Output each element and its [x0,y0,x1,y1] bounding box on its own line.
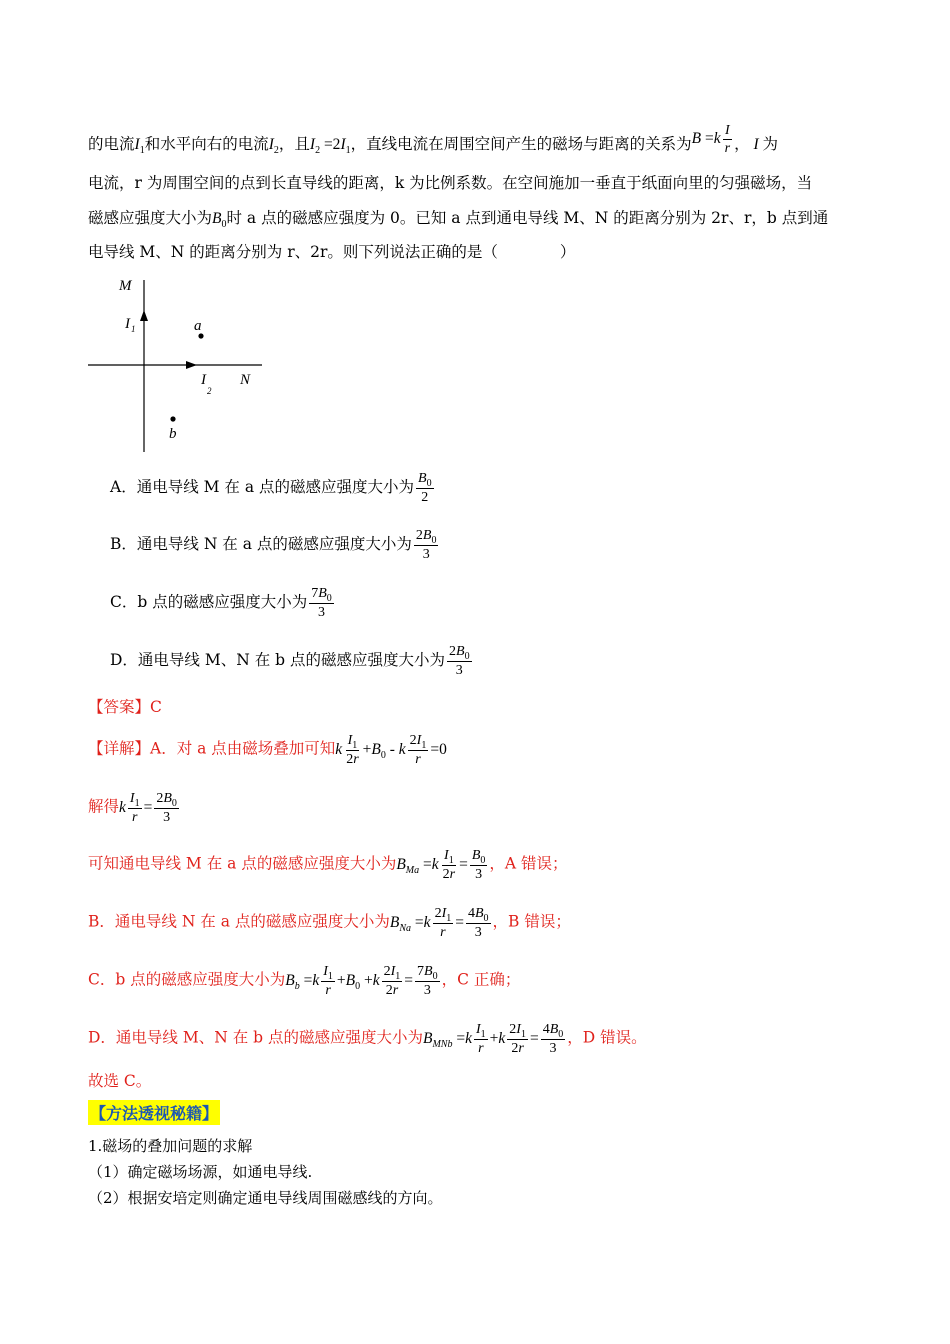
solution-intro: 【详解】A．对 a 点由磁场叠加可知k $\frac{I_1}{2r}$ $+B_0 - k$ $\frac{2I_1}{r}$ =0 [88,733,447,767]
method-item-3: （2）根据安培定则确定通电导线周围磁感线的方向。 [88,1189,443,1207]
solution-text: ，C 正确； [441,970,521,989]
option-c: C．b 点的磁感应强度大小为 $\frac{7B_0}{3}$ [110,586,332,620]
question-text: ， [734,135,750,154]
solution-text: ，A 错误； [489,854,568,873]
solution-step-b: B．通电导线 N 在 a 点的磁感应强度大小为$B_{Na} =k$ $\frac{2I_1}{r}$ = $\frac{4B_0}{3}$ ，B 错误； [88,906,571,940]
point-b [170,416,175,421]
label-b: b [169,426,177,442]
solution-text: ，B 错误； [492,912,571,931]
question-text: 为 [762,135,779,154]
solution-step-c: C．b 点的磁感应强度大小为$B_b =k$ $\frac{I_1}{r}$ $+B_0 +k$ $\frac{2I_1}{2r}$ = $\frac{7B_0}{3}$ ，C 正确； [88,964,521,998]
answer-label: 【答案】C [88,698,162,716]
question-text: 和水平向右的电流 [144,135,269,154]
option-d-text: D．通电导线 M、N 在 b 点的磁感应强度大小为 [110,651,445,669]
method-heading: 【方法透视秘籍】 [88,1100,220,1125]
question-line-4: 电导线 M、N 的距离分别为 r、2r。则下列说法正确的是（ ） [88,243,576,261]
solution-text: ，D 错误。 [567,1028,647,1047]
option-b: B．通电导线 N 在 a 点的磁感应强度大小为 $\frac{2B_0}{3}$ [110,528,437,562]
label-n: N [240,372,251,388]
arrow-right-icon [186,361,197,369]
option-c-text: C．b 点的磁感应强度大小为 [110,593,308,611]
solution-text: D．通电导线 M、N 在 b 点的磁感应强度大小为 [88,1028,423,1047]
method-item-2: （1）确定磁场场源，如通电导线. [88,1163,313,1181]
solution-text: B．通电导线 N 在 a 点的磁感应强度大小为 [88,912,390,931]
option-d: D．通电导线 M、N 在 b 点的磁感应强度大小为 $\frac{2B_0}{3}$ [110,644,470,678]
solution-text: C．b 点的磁感应强度大小为 [88,970,286,989]
label-i2-sub: 2 [207,386,212,396]
question-line-2: 电流，r 为周围空间的点到长直导线的距离，k 为比例系数。在空间施加一垂直于纸面向里的匀强磁场，当 [88,174,813,192]
solution-conclusion: 故选 C。 [88,1072,152,1090]
option-b-text: B．通电导线 N 在 a 点的磁感应强度大小为 [110,535,412,553]
question-text: 时 a 点的磁感应强度为 0。已知 a 点到通电导线 M、N 的距离分别为 2r、r，b 点到通 [226,209,829,227]
question-text: 的电流 [88,135,135,154]
solution-step-d: D．通电导线 M、N 在 b 点的磁感应强度大小为$B_{MNb} =k$ $\frac{I_1}{r}$ +k $\frac{2I_1}{2r}$ = $\frac{4B_0}{3}$ ，D 错误。 [88,1022,647,1056]
question-line-3: 磁感应强度大小为$B_0$时 a 点的磁感应强度为 0。已知 a 点到通电导线 M、N 的距离分别为 2r、r，b 点到通 [88,209,829,230]
label-m: M [119,278,132,294]
label-i1: I [125,316,130,332]
solution-solve: 解得k $\frac{I_1}{r}$ = $\frac{2B_0}{3}$ [88,791,177,825]
solution-text: 【详解】A．对 a 点由磁场叠加可知 [88,739,336,758]
option-a: A．通电导线 M 在 a 点的磁感应强度大小为 $\frac{B_0}{2}$ [110,471,432,505]
point-a [198,333,203,338]
formula-i2-eq-2i1: $I_2 =2I_1$ [309,136,351,157]
wire-diagram [85,272,270,457]
question-line-1: 的电流$I_1$和水平向右的电流$I_2$，且$I_2 =2I_1$，直线电流在周围空间产生的磁场与距离的关系为B =k $\frac{I}{r}$ ， I 为 [88,123,779,157]
method-item-1: 1.磁场的叠加问题的求解 [88,1137,253,1155]
question-text: ，直线电流在周围空间产生的磁场与距离的关系为 [350,135,692,154]
question-text: ，且 [278,135,310,154]
option-a-text: A．通电导线 M 在 a 点的磁感应强度大小为 [110,478,415,496]
label-i2: I [201,372,206,388]
label-i1-sub: 1 [131,324,136,334]
solution-text: 解得 [88,797,120,816]
question-text: 磁感应强度大小为 [88,209,213,227]
solution-text: 可知通电导线 M 在 a 点的磁感应强度大小为 [88,854,397,873]
arrow-up-icon [140,310,148,321]
label-a: a [194,318,202,334]
formula-b-kir: B =k $\frac{I}{r}$ [691,123,731,156]
solution-step-a: 可知通电导线 M 在 a 点的磁感应强度大小为$B_{Ma} =k$ $\frac{I_1}{2r}$ = $\frac{B_0}{3}$ ，A 错误； [88,848,568,882]
